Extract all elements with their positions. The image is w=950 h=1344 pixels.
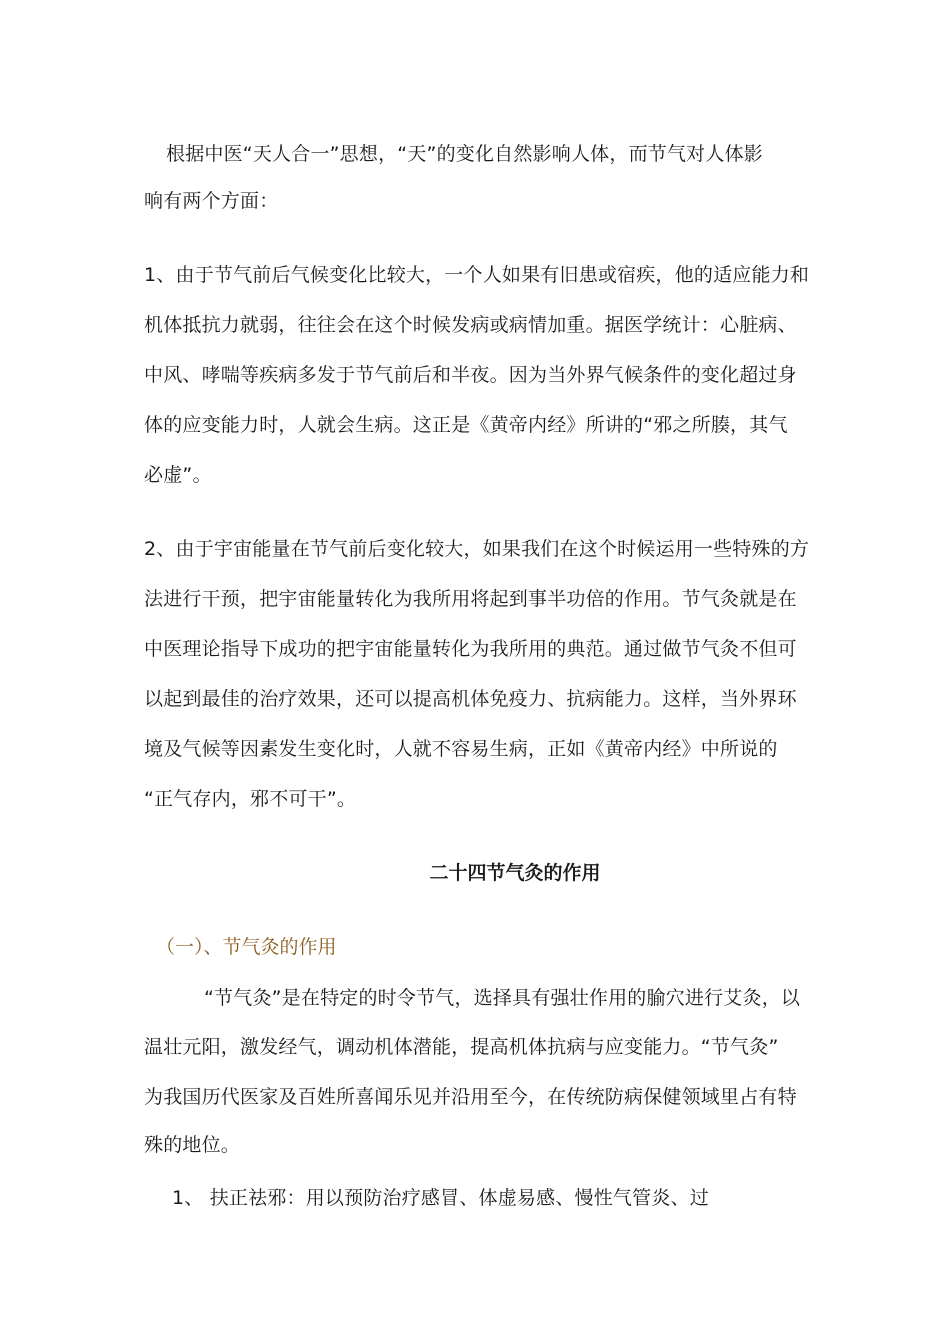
point2-line-4: 以起到最佳的治疗效果，还可以提高机体免疫力、抗病能力。这样，当外界环 xyxy=(144,688,797,710)
point1-line-1: 1、由于节气前后气候变化比较大，一个人如果有旧患或宿疾，他的适应能力和 xyxy=(144,264,810,286)
point1-line-3: 中风、哮喘等疾病多发于节气前后和半夜。因为当外界气候条件的变化超过身 xyxy=(144,364,797,386)
definition-line-3: 为我国历代医家及百姓所喜闻乐见并沿用至今，在传统防病保健领域里占有特 xyxy=(144,1086,797,1108)
point2-line-3: 中医理论指导下成功的把宇宙能量转化为我所用的典范。通过做节气灸不但可 xyxy=(144,638,797,660)
subsection-title: （一）、节气灸的作用 xyxy=(156,936,337,958)
list-item-1: 1、 扶正祛邪：用以预防治疗感冒、体虚易感、慢性气管炎、过 xyxy=(172,1187,709,1209)
definition-line-4: 殊的地位。 xyxy=(144,1134,241,1156)
point2-line-5: 境及气候等因素发生变化时，人就不容易生病，正如《黄帝内经》中所说的 xyxy=(144,738,778,760)
intro-line-1: 根据中医“天人合一”思想，“天”的变化自然影响人体，而节气对人体影 xyxy=(166,143,763,165)
point2-line-1: 2、由于宇宙能量在节气前后变化较大，如果我们在这个时候运用一些特殊的方 xyxy=(144,538,810,560)
point1-line-5: 必虚”。 xyxy=(144,464,212,486)
point1-line-2: 机体抵抗力就弱，往往会在这个时候发病或病情加重。据医学统计：心脏病、 xyxy=(144,314,797,336)
point2-line-2: 法进行干预，把宇宙能量转化为我所用将起到事半功倍的作用。节气灸就是在 xyxy=(144,588,797,610)
point2-line-6: “正气存内，邪不可干”。 xyxy=(144,788,357,810)
section-title: 二十四节气灸的作用 xyxy=(429,862,601,884)
definition-line-1: “节气灸”是在特定的时令节气，选择具有强壮作用的腧穴进行艾灸，以 xyxy=(204,987,801,1009)
definition-line-2: 温壮元阳，激发经气，调动机体潜能，提高机体抗病与应变能力。“节气灸” xyxy=(144,1036,779,1058)
intro-line-2: 响有两个方面： xyxy=(144,190,279,212)
point1-line-4: 体的应变能力时，人就会生病。这正是《黄帝内经》所讲的“邪之所腠，其气 xyxy=(144,414,788,436)
